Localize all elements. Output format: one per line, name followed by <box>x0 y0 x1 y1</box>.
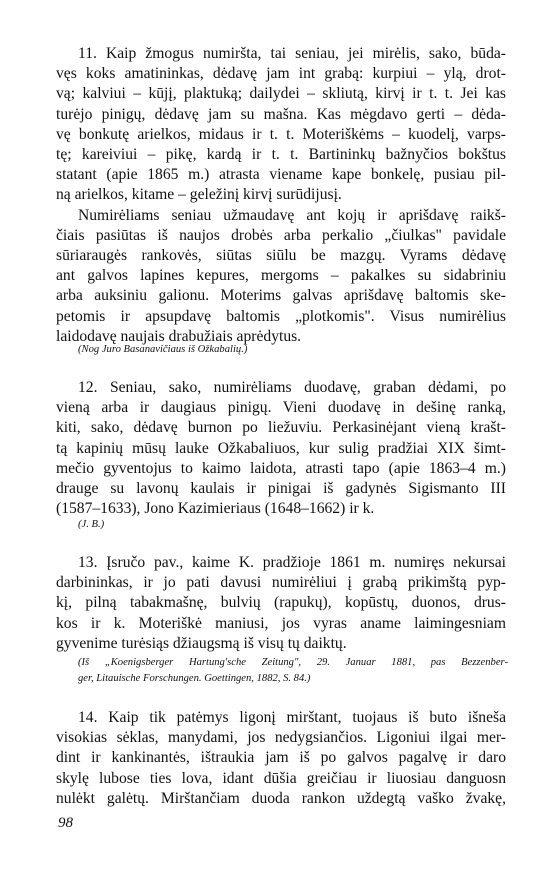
text-line: čiais pasiūtas iš naujos drobės arba perkalio „čiulkas" pavidale <box>56 226 506 244</box>
text-line: Numirėliams seniau užmaudavę ant kojų ir aprišdavę raikš- <box>78 206 506 224</box>
text-line: mečio gyventojus to kaimo laidota, atrasti tapo (apie 1863–4 m.) <box>56 459 506 477</box>
section-12-source <box>78 517 508 533</box>
text-line: 12. Seniau, sako, numirėliams duodavę, graban dėdami, po <box>78 379 506 396</box>
text-line: 13. Įsručo pav., kaime K. pradžioje 1861 m. numiręs nekursai <box>78 554 506 571</box>
source-line: (Iš „Koenigsberger Hartung'sche Zeitung", 29. Januar 1881, pas Bezzenber- <box>78 657 508 668</box>
text-line: statant (apie 1865 m.) atrasta viename kape bonkelę, pusiau pil- <box>56 166 506 184</box>
page-number: 98 <box>58 815 73 831</box>
text-line: nulėkt galėtų. Mirštančiam duoda rankon uždegtą vaško žvakę, <box>56 789 506 807</box>
text-line: vę bonkutę arielkos, midaus ir t. t. Moteriškėms – kuodelį, varps- <box>56 125 506 143</box>
text-line: darbininkas, ir jo pati davusi numirėliui į grabą prikimštą pyp- <box>56 574 506 592</box>
text-line: 11. Kaip žmogus numiršta, tai seniau, jei mirėlis, sako, būda- <box>78 45 506 62</box>
text-line: gyvenime turėsiąs džiaugsmą iš visų tų daiktų. <box>56 634 347 652</box>
section-14-text <box>56 708 506 809</box>
section-12-text <box>56 378 506 519</box>
text-line: laidodavę naujais drabužiais aprėdytus. <box>56 327 302 345</box>
text-line: drauge su lavonų kaulais ir pinigai iš gadynės Sigismanto III <box>56 480 506 498</box>
text-line: kį, pilną tabakmašnę, bulvių (rapukų), kopūstų, duonos, drus- <box>56 594 506 612</box>
text-line: vieną arba ir daugiaus pinigų. Vieni duodavę in dešinę ranką, <box>56 399 506 417</box>
text-line: kos ir k. Moteriškė maniusi, jos vyras aname laimingesniam <box>56 614 506 632</box>
text-line: dint ir kankinantės, ištraukia jam iš po galvos pagalvę ir daro <box>56 749 506 767</box>
text-line: skylę lubose ties lova, idant dūšia greičiau ir liuosiau danguosn <box>56 769 506 787</box>
text-line: sūriaraugės rankovės, siūtas siūlu be mazgų. Vyrams dėdavę <box>56 247 506 265</box>
section-11-text <box>56 44 506 347</box>
text-line: tę; kareiviui – pikę, kardą ir t. t. Bartininkų bažnyčios bokštus <box>56 146 506 164</box>
text-line: tą kapinių mūsų lauke Ožkabaliuos, kur sulig pradžiai XIX šimt- <box>56 439 506 457</box>
text-line: kiti, sako, dėdavę burnon po liežuviu. Perkasinėjant vieną krašt- <box>56 419 506 437</box>
source-line: (J. B.) <box>78 519 105 530</box>
text-line: 14. Kaip tik patėmys ligonį mirštant, tuojaus iš buto išneša <box>78 709 506 726</box>
source-line: ger, Litauische Forschungen. Goettingen, 1882, S. 84.) <box>78 673 311 684</box>
section-13-text <box>56 553 506 654</box>
text-line: vęs koks amatininkas, dėdavę jam int grabą: kurpiui – ylą, drot- <box>56 65 506 83</box>
text-line: visokias sėklas, manydami, jos nedygsiančios. Ligoniui ilgai mer- <box>56 729 506 747</box>
source-line: (Nog Juro Basanavičiaus iš Ožkabalių.) <box>78 344 248 355</box>
text-line: petomis ir apsupdavę baltomis „plotkomis". Visus numirėlius <box>56 307 506 325</box>
text-line: (1587–1633), Jono Kazimieriaus (1648–1662) ir k. <box>56 500 375 518</box>
section-13-source <box>78 655 508 687</box>
text-line: ną arielkos, kitame – geležinį kirvį surūdijusį. <box>56 186 342 204</box>
text-line: turėjo pinigų, dėdavę jam su mašna. Kas mėgdavo gerti – dėda- <box>56 105 506 123</box>
text-line: arba auksiniu galionu. Moterims galvas aprišdavę baltomis ske- <box>56 287 506 305</box>
text-line: ant galvos lapines kepures, mergoms – pakalkes su sidabriniu <box>56 267 506 285</box>
section-11-source <box>78 342 508 358</box>
text-line: vą; kalviui – kūjį, plaktuką; dailydei – skliutą, kirvį ir t. t. Jei kas <box>56 85 506 103</box>
